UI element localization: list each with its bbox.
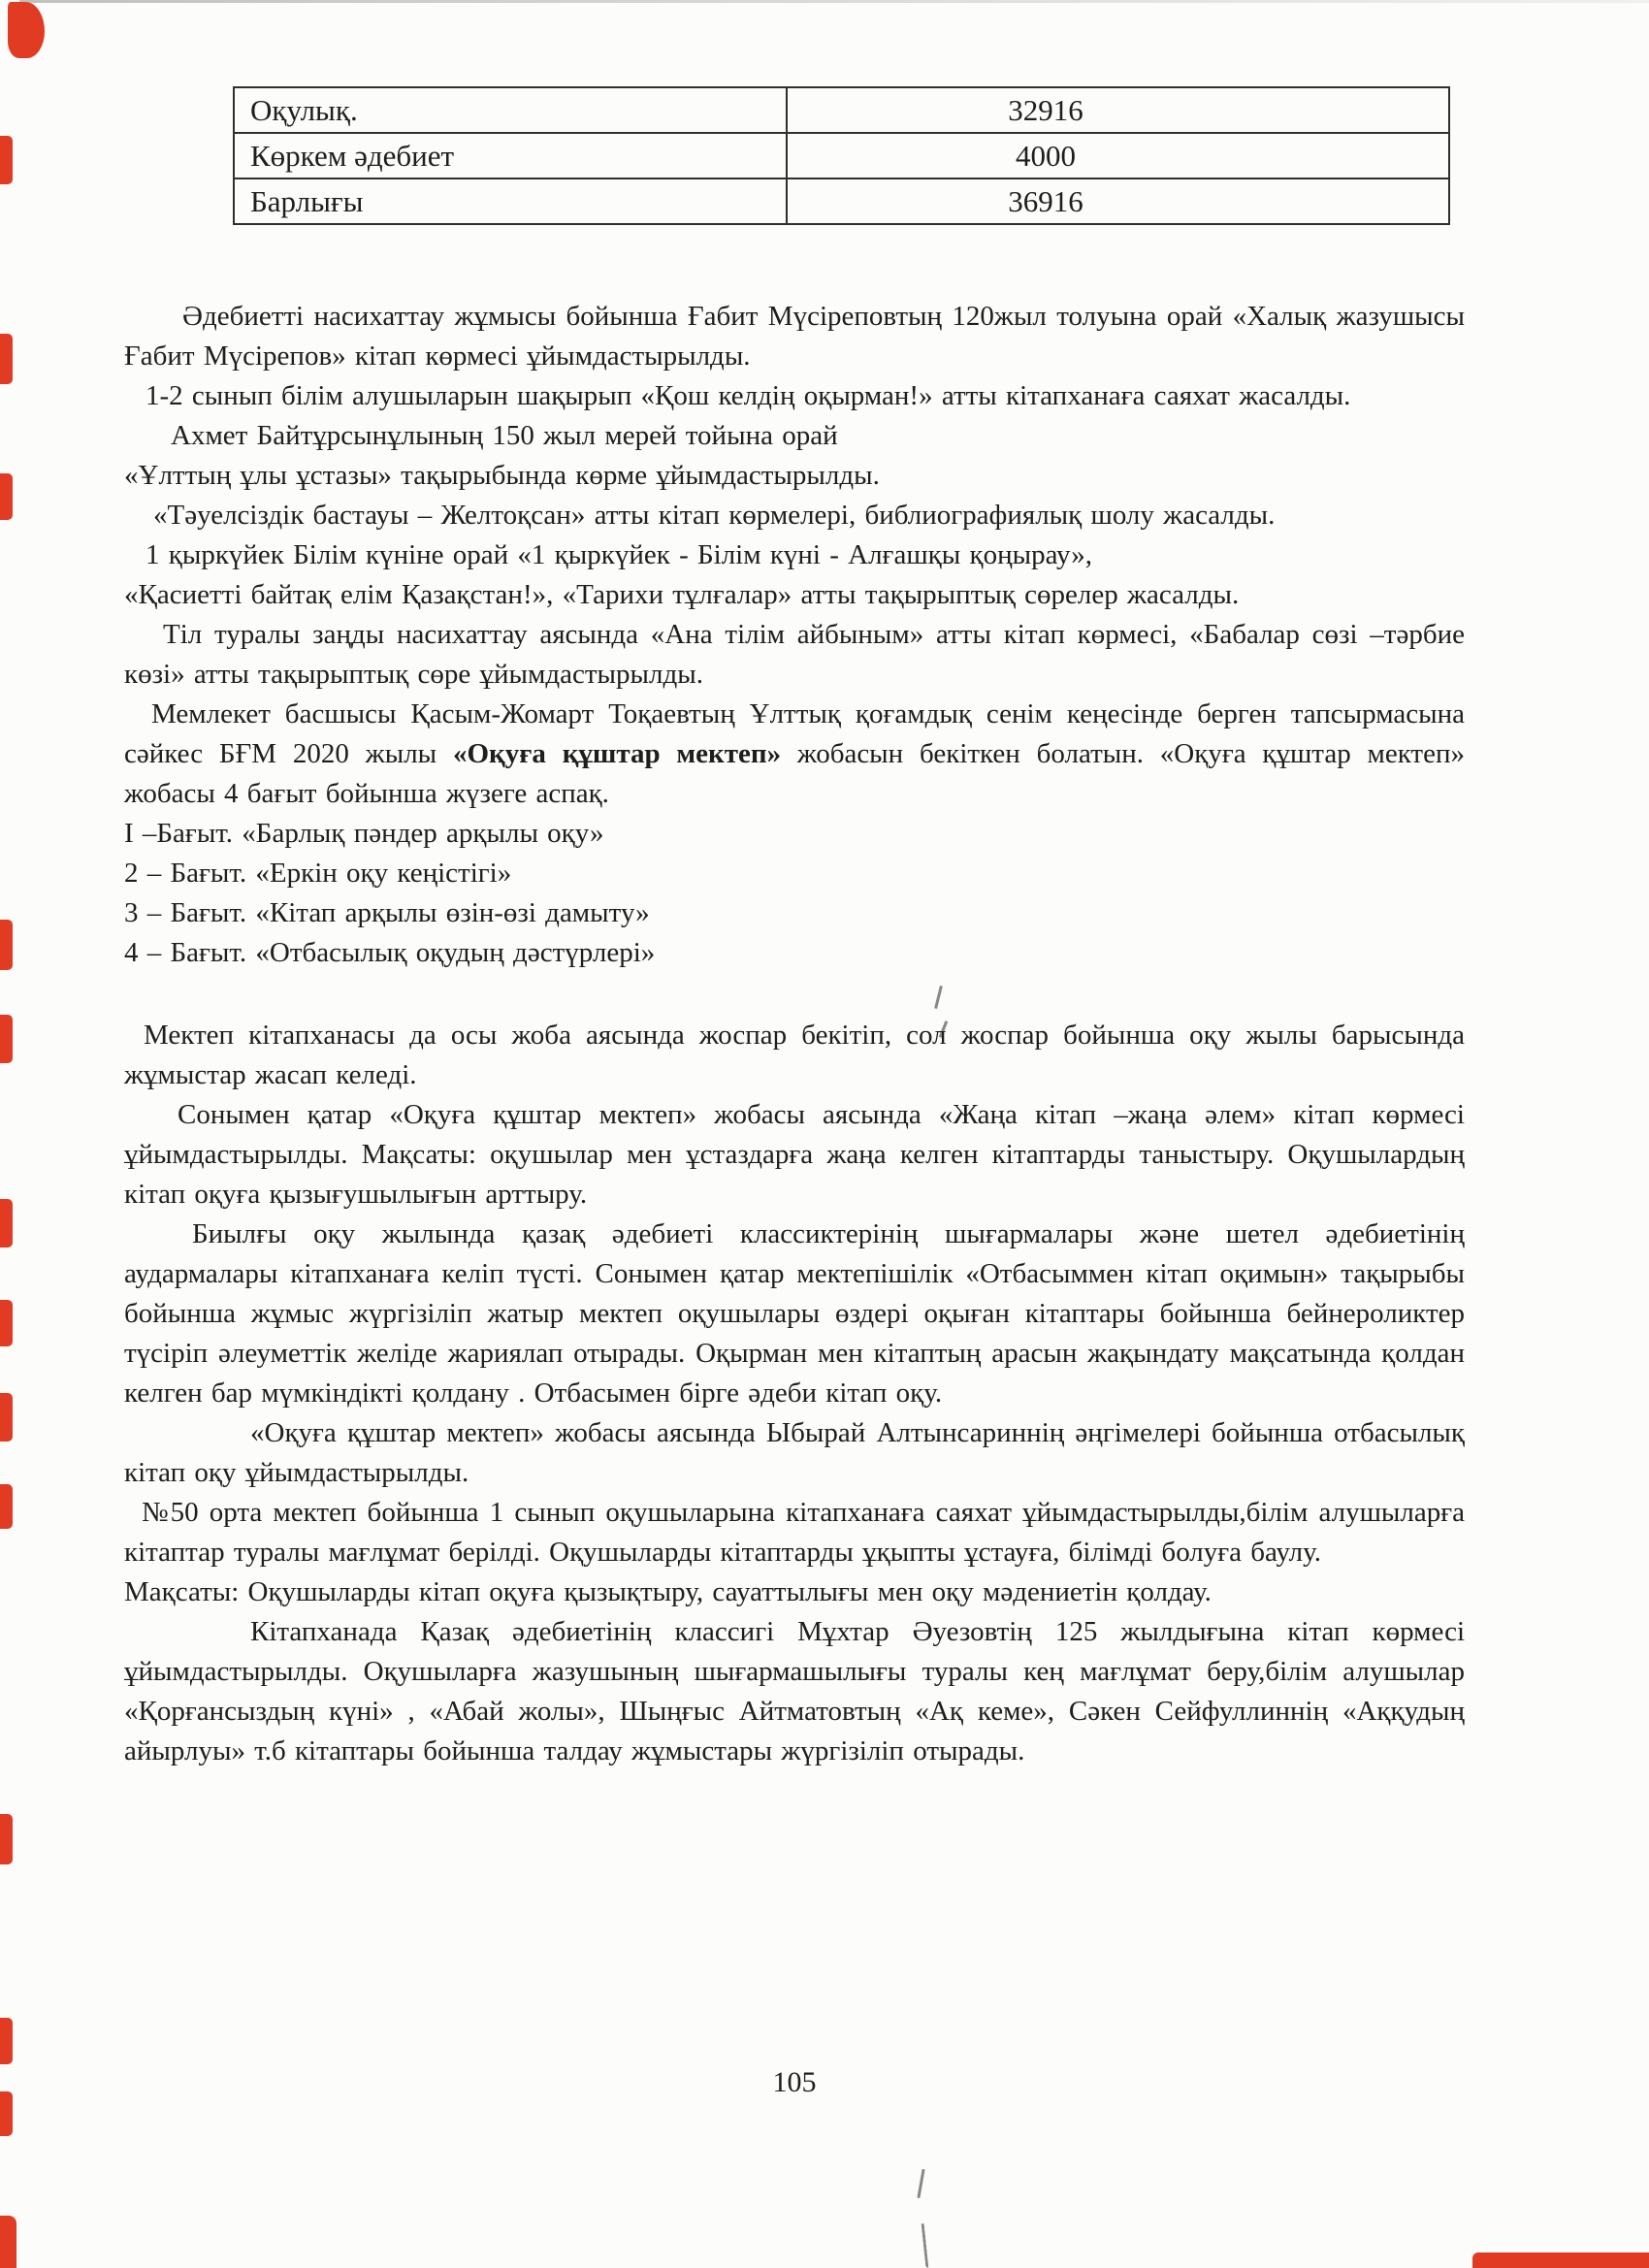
table-row: [234, 133, 1449, 178]
text-run: «Қасиетті байтақ елім Қазақстан!», «Тарихи тұлғалар» атты тақырыптық сөрелер жасалды.: [124, 579, 1240, 610]
paragraph: [124, 376, 1465, 416]
text-run: Сонымен қатар «Оқуға құштар мектеп» жобасы аясында «Жаңа кітап –жаңа әлем» кітап көрмесі ұйымдастырылды. Мақсаты: оқушылар мен ұстаздарға жаңа келген кітаптарды таныстыру. Оқушылардың кітап оқуға қызығушылығын арттыру.: [124, 1099, 1465, 1210]
scan-artifact-red: [0, 1199, 13, 1247]
scan-artifact-red: [0, 2091, 13, 2136]
table-cell-value: 4000: [787, 133, 1449, 178]
text-run: Тіл туралы заңды насихаттау аясында «Ана тілім айбыным» атты кітап көрмесі, «Бабалар сөзі –тәрбие көзі» атты тақырыптық сөре ұйымдастырылды.: [124, 619, 1465, 690]
table-cell-value: 32916: [787, 87, 1449, 133]
scan-pen-mark: [917, 2169, 924, 2198]
book-fund-table: [233, 86, 1450, 225]
paragraph: [124, 893, 1465, 933]
table-row: [234, 87, 1449, 133]
body-text: [124, 297, 1465, 1771]
text-run: Мектеп кітапханасы да осы жоба аясында жоспар бекітіп, сол жоспар бойынша оқу жылы барысында жұмыстар жасап келеді.: [124, 1020, 1465, 1090]
scan-artifact-red: [0, 2216, 16, 2268]
paragraph: [124, 297, 1465, 376]
table-row: [234, 178, 1449, 224]
text-run: 2 – Бағыт. «Еркін оқу кеңістігі»: [124, 858, 512, 889]
text-run: «Оқуға құштар мектеп» жобасы аясында Ыбырай Алтынсариннің әңгімелері бойынша отбасылық кітап оқу ұйымдастырылды.: [124, 1417, 1465, 1488]
scan-artifact-red: [0, 473, 13, 520]
scan-artifact-red: [0, 1484, 13, 1529]
scan-artifact-red: [0, 1300, 13, 1346]
scan-artifact-red: [0, 1393, 13, 1442]
scan-artifact-red: [0, 334, 13, 384]
text-run: І –Бағыт. «Барлық пәндер арқылы оқу»: [124, 818, 604, 849]
table-cell-label: Оқулық.: [234, 87, 787, 133]
scan-artifact-red: [0, 1814, 13, 1864]
paragraph: [124, 615, 1465, 695]
paragraph: [124, 814, 1465, 854]
scan-artifact-red: [0, 136, 13, 184]
paragraph: [124, 1016, 1465, 1095]
paragraph: [124, 854, 1465, 893]
text-run: 1 қыркүйек Білім күніне орай «1 қыркүйек - Білім күні - Алғашқы қоңырау»,: [146, 539, 1092, 570]
paragraph: [124, 1215, 1465, 1413]
paragraph: [124, 416, 1465, 456]
paragraph: [124, 456, 1465, 496]
paragraph: [124, 1413, 1465, 1493]
text-run: 3 – Бағыт. «Кітап арқылы өзін-өзі дамыту»: [124, 897, 650, 928]
paragraph: [124, 1493, 1465, 1572]
scan-artifact-red: [0, 2018, 13, 2064]
scan-artifact-red: [1472, 2252, 1649, 2268]
summary-table-body: [234, 87, 1449, 224]
paragraph: [124, 575, 1465, 615]
paragraph: [124, 695, 1465, 814]
paragraph: [124, 535, 1465, 575]
text-run: Ахмет Байтұрсынұлының 150 жыл мерей тойына орай: [171, 420, 838, 451]
text-run: Әдебиетті насихаттау жұмысы бойынша Ғабит Мүсіреповтың 120жыл толуына орай «Халық жазушысы Ғабит Мүсірепов» кітап көрмесі ұйымдастырылды.: [124, 301, 1465, 372]
scan-top-edge: [19, 0, 1649, 3]
text-run: 4 – Бағыт. «Отбасылық оқудың дәстүрлері»: [124, 937, 656, 968]
scan-artifact-red: [8, 2, 45, 58]
text-run: «Тәуелсіздік бастауы – Желтоқсан» атты кітап көрмелері, библиографиялық шолу жасалды.: [153, 500, 1276, 531]
text-run: Мемлекет басшысы Қасым-Жомарт Тоқаевтың Ұлттық қоғамдық сенім кеңесінде берген тапсырмасына сәйкес БҒМ 2020 жылы: [124, 698, 1465, 769]
text-run: Кітапханада Қазақ әдебиетінің классигі Мұхтар Әуезовтің 125 жылдығына кітап көрмесі ұйымдастырылды. Оқушыларға жазушының шығармашылығы туралы кең мағлұмат беру,білім алушылар «Қорғансыздың күні» , «Абай жолы», Шыңғыс Айтматовтың «Ақ кеме», Сәкен Сейфуллиннің «Аққудың айырлуы» т.б кітаптары бойынша талдау жұмыстары жүргізіліп отырады.: [124, 1616, 1465, 1766]
text-run: №50 орта мектеп бойынша 1 сынып оқушыларына кітапханаға саяхат ұйымдастырылды,білім алушыларға кітаптар туралы мағлұмат берілді. Оқушыларды кітаптарды ұқыпты ұстауға, білімді болуға баулу.: [124, 1497, 1465, 1568]
scan-pen-mark: [922, 2223, 929, 2268]
paragraph: [124, 933, 1465, 973]
scan-artifact-red: [0, 920, 13, 970]
text-run: Мақсаты: Оқушыларды кітап оқуға қызықтыру, сауаттылығы мен оқу мәдениетін қолдау.: [124, 1576, 1212, 1607]
paragraph: [124, 1572, 1465, 1612]
page-number: 105: [772, 2066, 817, 2098]
paragraph: [124, 1095, 1465, 1215]
text-run: жобасын бекіткен болатын. «Оқуға құштар мектеп» жобасы 4 бағыт бойынша жүзеге аспақ.: [124, 738, 1465, 809]
bold-text: «Оқуға құштар мектеп»: [452, 738, 782, 769]
text-run: 1-2 сынып білім алушыларын шақырып «Қош келдің оқырман!» атты кітапханаға саяхат жасалды.: [146, 380, 1351, 411]
paragraph: [124, 1612, 1465, 1771]
text-run: «Ұлттың ұлы ұстазы» тақырыбында көрме ұйымдастырылды.: [124, 460, 880, 491]
scan-artifact-red: [0, 1015, 13, 1063]
table-cell-label: Көркем әдебиет: [234, 133, 787, 178]
table-cell-value: 36916: [787, 178, 1449, 224]
table-cell-label: Барлығы: [234, 178, 787, 224]
text-run: Биылғы оқу жылында қазақ әдебиеті классиктерінің шығармалары және шетел әдебиетінің аудармалары кітапханаға келіп түсті. Сонымен қатар мектепішілік «Отбасыммен кітап оқимын» тақырыбы бойынша жұмыс жүргізіліп жатыр мектеп оқушылары өздері оқыған кітаптары бойынша бейнероликтер түсіріп әлеуметтік желіде жариялап отырады. Оқырман мен кітаптың арасын жақындату мақсатында қолдан келген бар мүмкіндікті қолдану . Отбасымен бірге әдеби кітап оқу.: [124, 1218, 1465, 1409]
paragraph: [124, 496, 1465, 535]
